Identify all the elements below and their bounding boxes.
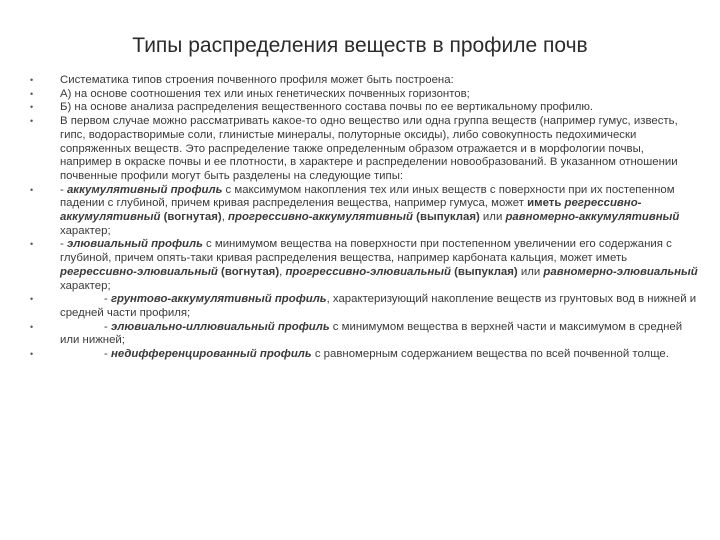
text-run: -	[60, 183, 67, 196]
text-bold: иметь	[527, 197, 565, 210]
item-text: А) на основе соотношения тех или иных генетических почвенных горизонтов;	[60, 87, 470, 100]
text-run: или	[479, 211, 506, 224]
text-run: или	[517, 265, 544, 278]
text-run: , характеризующий накопление веществ из грунтовых вод в нижней и средней части профиля;	[60, 293, 697, 319]
text-run: характер;	[60, 224, 111, 237]
bullet: •	[30, 321, 34, 332]
list-item	[30, 88, 698, 102]
list-item-accumulative	[30, 184, 698, 239]
text-bold: (выпуклая)	[413, 211, 480, 224]
item-text: Б) на основе анализа распределения вещественного состава почвы по ее вертикальному профилю.	[60, 101, 594, 114]
bullet: •	[30, 88, 34, 99]
list-item-eluvial	[30, 238, 698, 293]
item-text	[60, 321, 698, 348]
text-run: с минимумом вещества на поверхности при постепенном увеличении его содержания с глубиной, причем опять-таки кривая распределения вещества, например карбоната кальция, может иметь	[60, 238, 672, 265]
text-run: -	[104, 320, 111, 333]
text-bold: (выпуклая)	[450, 265, 518, 278]
list-item	[30, 115, 698, 184]
text-run: -	[104, 348, 111, 361]
text-bold: (вогнутая)	[160, 211, 222, 224]
text-run: с минимумом вещества в верхней части и максимумом в средней или нижней;	[60, 320, 683, 347]
text-run: -	[104, 293, 111, 306]
bullet: •	[30, 239, 34, 250]
text-run: с максимумом накопления тех или иных веществ с поверхности при их постепенном падении с глубиной, причем кривая распределения вещества, например гумуса, может	[60, 183, 675, 210]
term-uniform-accumulative: равномерно-аккумулятивный	[505, 211, 680, 224]
list-item	[30, 101, 698, 115]
term-eluvial-profile: элювиальный профиль	[66, 238, 203, 251]
term-progressive-accumulative: прогрессивно-аккумулятивный	[228, 211, 413, 224]
text-bold: (вогнутая)	[217, 265, 280, 278]
term-regressive-eluvial: регрессивно-элювиальный	[60, 265, 218, 278]
bullet: •	[30, 349, 34, 360]
item-text	[60, 184, 698, 239]
list-item	[30, 74, 698, 88]
bullet: •	[30, 184, 34, 195]
list-item-groundwater	[30, 293, 698, 320]
term-progressive-eluvial: прогрессивно-элювиальный	[285, 265, 451, 278]
term-regressive-accumulative: регрессивно-аккумулятивный	[60, 197, 642, 224]
term-uniform-eluvial: равномерно-элювиальный	[543, 265, 698, 278]
text-run: ,	[221, 211, 229, 224]
text-run: ,	[279, 265, 286, 278]
item-text: Систематика типов строения почвенного профиля может быть построена:	[60, 74, 454, 86]
list-item-eluvial-illuvial	[30, 321, 698, 348]
slide-body	[30, 74, 698, 362]
list-item-undifferentiated	[30, 348, 698, 362]
item-text	[60, 293, 698, 320]
slide-title: Типы распределения веществ в профиле почв	[132, 34, 588, 57]
item-text: В первом случае можно рассматривать какое-то одно вещество или одна группа веществ (например гумус, известь, гипс, водорастворимые соли, глинистые минералы, полуторные оксиды), либо совокупность педохимически сопряженных веществ. Это распределение также определенным образом отражается и в морфологии почвы, например в окраске почвы и ее плотности, в характере и распределении новообразований. В указанном отношении почвенные профили могут быть разделены на следующие типы:	[60, 115, 678, 182]
bullet: •	[30, 294, 34, 305]
text-run: с равномерным содержанием вещества по всей почвенной толще.	[311, 348, 669, 361]
item-text	[60, 348, 698, 362]
term-groundwater-accumulative-profile: грунтово-аккумулятивный профиль	[110, 293, 327, 306]
term-eluvial-illuvial-profile: элювиально-иллювиальный профиль	[110, 320, 330, 333]
text-run: характер;	[60, 279, 111, 292]
term-undifferentiated-profile: недифференцированный профиль	[110, 348, 312, 361]
bullet: •	[30, 102, 34, 113]
item-text	[60, 238, 698, 293]
term-accumulative-profile: аккумулятивный профиль	[66, 183, 223, 196]
bullet: •	[30, 116, 34, 127]
bullet: •	[30, 75, 34, 85]
text-run: -	[60, 238, 67, 251]
